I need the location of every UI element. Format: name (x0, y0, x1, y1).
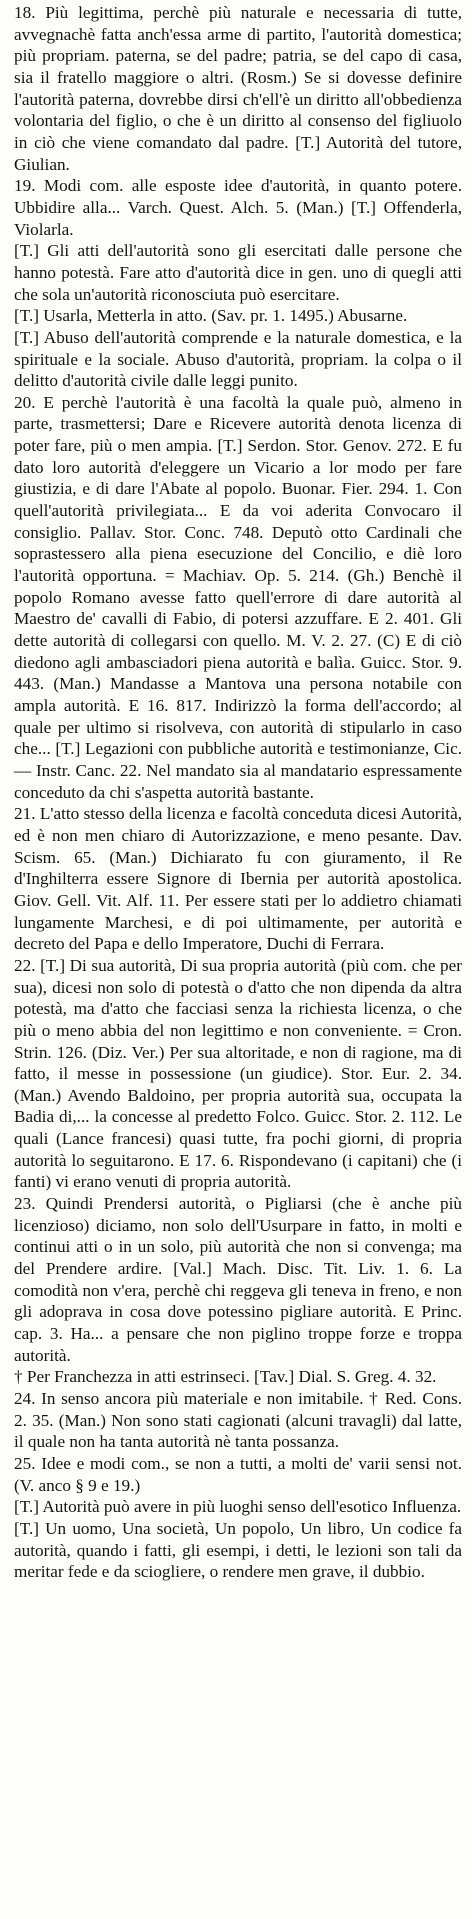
entry-25-text: 25. Idee e modi com., se non a tutti, a molti de' varii sensi not. (V. anco § 9 e 19.) (14, 1453, 462, 1495)
entry-19-abuso-text: [T.] Abuso dell'autorità comprende e la naturale domestica, e la spirituale e la sociale. Abuso d'autorità, propriam. la colpa o il delitto d'autorità civile dalle leggi punito. (14, 327, 462, 391)
entry-19-usarla (14, 305, 462, 327)
entry-20 (14, 392, 462, 803)
entry-22-text: 22. [T.] Di sua autorità, Di sua propria autorità (più com. che per sua), dicesi non solo di potestà o d'atto che non dipenda da altra potestà, ma d'atto che facciasi senza la richiesta licenza, o che più o meno abbia del non legittimo e non conveniente. = Cron. Strin. 126. (Diz. Ver.) Per sua altoritade, e non di ragione, ma di fatto, il messe in possessione (un giudice). Stor. Eur. 2. 34. (Man.) Avendo Baldoino, per propria autorità sua, occupata la Badia di,... la concesse al predetto Folco. Guicc. Stor. 2. 112. Le quali (Lance francesi) quasi tutte, fra pochi giorni, di propria autorità lo seguitarono. E 17. 6. Rispondevano (i capitani) che (i fanti) vi erano venuti di propria autorità. (14, 955, 462, 1192)
entry-18-text: 18. Più legittima, perchè più naturale e necessaria di tutte, avvegnachè fatta anch'essa arme di partito, l'autorità domestica; più propriam. paterna, se del padre; patria, se del capo di casa, sia il fratello maggiore o altri. (Rosm.) Se si dovesse definire l'autorità paterna, dovrebbe dirsi ch'ell'è un diritto all'obbedienza volontaria del figlio, o che è un diritto al consenso del figliuolo in ciò che viene comandato dal padre. [T.] Autorità del tutore, Giulian. (14, 3, 462, 174)
entry-18 (14, 2, 462, 175)
entry-19-atti (14, 240, 462, 305)
entry-23-text: 23. Quindi Prendersi autorità, o Pigliarsi (che è anche più licenzioso) diciamo, non solo dell'Usurpare in fatto, in molti e continui atti o in un solo, più autorità che non si convenga; ma del Prendere ardire. [Val.] Mach. Disc. Tit. Liv. 1. 6. La comodità non v'era, perchè chi reggeva gli teneva in freno, e non gli adoprava in cosa dove potessino pigliare autorità. E Princ. cap. 3. Ha... a pensare che non piglino troppe forze e troppa autorità. (14, 1194, 462, 1365)
entry-25-fa-autorita-text: [T.] Un uomo, Una società, Un popolo, Un libro, Un codice fa autorità, quando i fatti, gli esempi, i detti, le lezioni son tali da meritar fede e da sciogliere, o rendere men grave, il dubbio. (14, 1518, 462, 1582)
entry-25-influenza-text: [T.] Autorità può avere in più luoghi senso dell'esotico Influenza. (14, 1497, 462, 1517)
entry-21-text: 21. L'atto stesso della licenza e facoltà conceduta dicesi Autorità, ed è non men chiaro di Autorizzazione, e meno pesante. Dav. Scism. 65. (Man.) Dichiarato fu con giuramento, il Re d'Inghilterra essere Signore di Ibernia per autorità apostolica. Giov. Gell. Vit. Alf. 11. Per essere stati per lo addietro chiamati lungamente Marchesi, e di poi ultimamente, per autorità e decreto del Papa e dello Imperatore, Duchi di Ferrara. (14, 804, 462, 954)
entry-19 (14, 175, 462, 240)
entry-19-text: 19. Modi com. alle esposte idee d'autorità, in quanto potere. Ubbidire alla... Varch. Quest. Alch. 5. (Man.) [T.] Offenderla, Violarla. (14, 176, 462, 239)
entry-23-franchezza (14, 1366, 462, 1388)
entry-21 (14, 803, 462, 955)
entry-25 (14, 1453, 462, 1496)
entry-19-abuso (14, 327, 462, 392)
entry-23 (14, 1193, 462, 1366)
entry-25-influenza (14, 1496, 462, 1518)
entry-23-franchezza-text: † Per Franchezza in atti estrinseci. [Tav.] Dial. S. Greg. 4. 32. (14, 1367, 437, 1387)
entry-24-text: 24. In senso ancora più materiale e non imitabile. † Red. Cons. 2. 35. (Man.) Non sono stati cagionati (alcuni travagli) dal latte, il quale non ha tanta autorità nè tanta possanza. (14, 1389, 462, 1452)
entry-19-usarla-text: [T.] Usarla, Metterla in atto. (Sav. pr. 1. 1495.) Abusarne. (14, 306, 408, 326)
entry-19-atti-text: [T.] Gli atti dell'autorità sono gli esercitati dalle persone che hanno potestà. Fare atto d'autorità dice in gen. uno di quegli atti che sola un'autorità riconosciuta può esercitare. (14, 241, 462, 304)
entry-22 (14, 955, 462, 1193)
entry-24 (14, 1388, 462, 1453)
entry-25-fa-autorita (14, 1518, 462, 1583)
entry-20-text: 20. E perchè l'autorità è una facoltà la quale può, almeno in parte, trasmettersi; Dare e Ricevere autorità denota licenza di poter fare, più o men ampia. [T.] Serdon. Stor. Genov. 272. E fu dato loro autorità d'eleggere un Vicario a lor modo per fare giustizia, e di dare l'Abate al popolo. Buonar. Fier. 294. 1. Con quell'autorità privilegiata... E da voi aderita Convocaro il consiglio. Pallav. Stor. Conc. 748. Deputò otto Cardinali che soprastessero alla piena esecuzione del Concilio, e diè loro l'autorità opportuna. = Machiav. Op. 5. 214. (Gh.) Benchè il popolo Romano avesse fatto quell'errore di dare autorità al Maestro de' cavalli di Fabio, di potersi azzuffare. E 2. 401. Gli dette autorità di collegarsi con quello. M. V. 2. 27. (C) E di ciò diedono agli ambasciadori piena autorità e balìa. Guicc. Stor. 9. 443. (Man.) Mandasse a Mantova una persona notabile con ampla autorità. E 16. 817. Indirizzò la forma dell'accordo; al quale per ultimo si risolveva, con autorità di stipularlo in caso che... [T.] Legazioni con pubbliche autorità e testimonianze, Cic. — Instr. Canc. 22. Nel mandato sia al mandatario espressamente conceduto da chi s'aspetta autorità bastante. (14, 392, 462, 802)
